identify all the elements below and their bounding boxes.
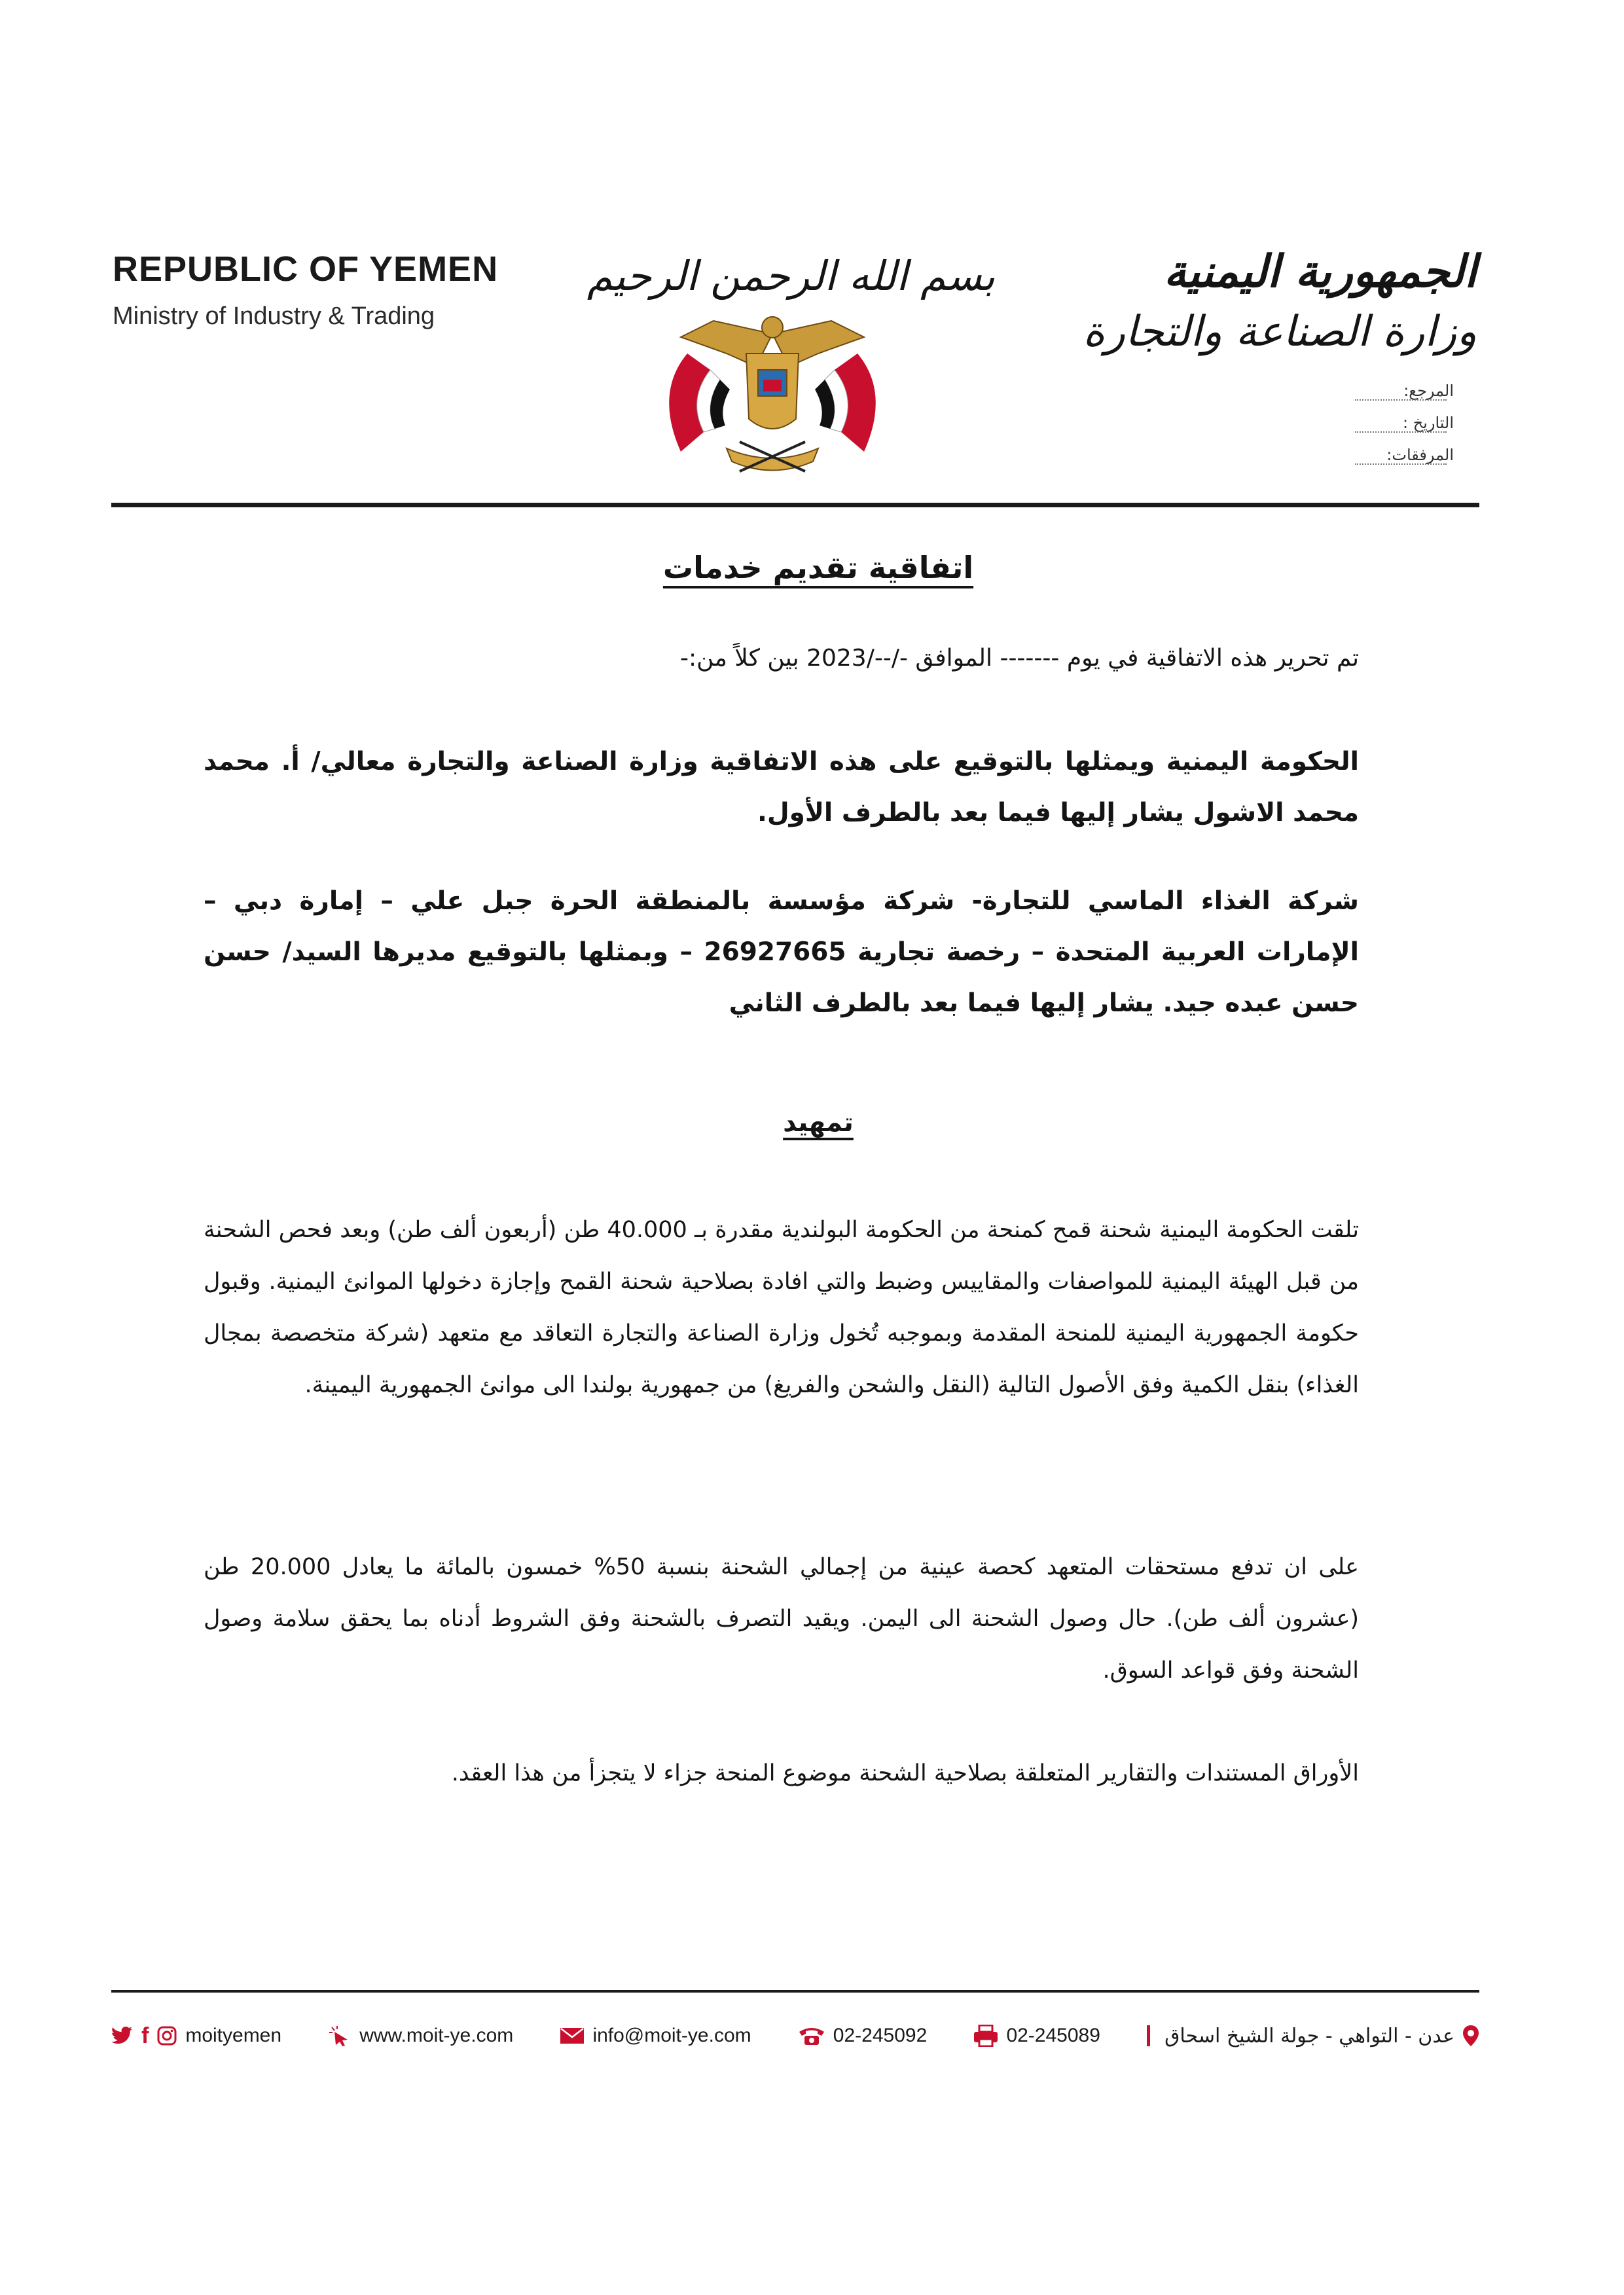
footer-address (1147, 2025, 1479, 2048)
fax-number[interactable]: 02-245089 (1006, 2025, 1100, 2046)
preamble-paragraph-1: تلقت الحكومة اليمنية شحنة قمح كمنحة من الحكومة البولندية مقدرة بـ 40.000 طن (أربعون ألف طن) وبعد فحص الشحنة من قبل الهيئة اليمنية للمواصفات والمقاييس وضبط والتي افادة بصلاحية شحنة القمح وإجازة دخولها الموانئ اليمنية. وقبول حكومة الجمهورية اليمنية للمنحة المقدمة وبموجبه تُخول وزارة الصناعة والتجارة التعاقد مع متعهد (شركة متخصصة بمجال الغذاء) بنقل الكمية وفق الأصول التالية (النقل والشحن والفريغ) من جمهورية بولندا الى موانئ الجمهورية اليمينة. (204, 1217, 1359, 1398)
date-field-line (1355, 430, 1447, 433)
fax-icon (973, 2025, 998, 2047)
english-title: REPUBLIC OF YEMEN (113, 249, 499, 289)
web-icon (328, 2025, 352, 2046)
phone-number[interactable]: 02-245092 (833, 2025, 928, 2046)
yemen-emblem-icon (641, 308, 903, 484)
party-two-paragraph: شركة الغذاء الماسي للتجارة- شركة مؤسسة بالمنطقة الحرة جبل علي – إمارة دبي – الإمارات العربية المتحدة – رخصة تجارية 26927665 – وبمثلها بالتوقيع مديرها السيد/ حسن حسن عبده جيد. يشار إليها فيما بعد بالطرف الثاني (204, 886, 1359, 1018)
address-text: عدن - التواهي - جولة الشيخ اسحاق (1164, 2024, 1454, 2048)
mail-icon (560, 2027, 585, 2045)
intro-paragraph: تم تحرير هذه الاتفاقية في يوم ------- الموافق -/--/2023 بين كلاً من:- (680, 645, 1359, 672)
facebook-icon[interactable]: f (141, 2023, 149, 2048)
footer-divider (111, 1990, 1479, 1993)
footer-email (560, 2025, 751, 2047)
arabic-country-name: الجمهورية اليمنية (1163, 245, 1477, 298)
preamble-title: تمهيد (783, 1108, 854, 1138)
email-link[interactable]: info@moit-ye.com (592, 2025, 751, 2046)
instagram-icon[interactable] (156, 2025, 177, 2046)
social-handle[interactable]: moityemen (185, 2025, 282, 2046)
attachments-label: المرفقات: (1386, 446, 1454, 464)
basmala: بسم الله الرحمن الرحيم (586, 252, 995, 300)
english-subtitle: Ministry of Industry & Trading (113, 302, 435, 330)
address-separator (1147, 2025, 1150, 2046)
party-one-paragraph: الحكومة اليمنية ويمثلها بالتوقيع على هذه الاتفاقية وزارة الصناعة والتجارة معالي/ أ. محمد محمد الاشول يشار إليها فيما بعد بالطرف الأول. (204, 747, 1359, 827)
arabic-ministry-name: وزارة الصناعة والتجارة (1083, 308, 1477, 356)
reference-label: المرجع: (1403, 382, 1454, 400)
preamble-paragraph-3: الأوراق المستندات والتقارير المتعلقة بصلاحية الشحنة موضوع المنحة جزاء لا يتجزأ من هذا العقد. (451, 1760, 1359, 1786)
footer-social (111, 2023, 281, 2049)
phone-icon (798, 2025, 825, 2046)
footer-contact-bar (111, 2016, 1479, 2055)
twitter-icon[interactable] (111, 2026, 134, 2046)
footer-phone (798, 2025, 927, 2047)
header-divider (111, 503, 1479, 507)
location-icon (1462, 2025, 1479, 2047)
footer-website (328, 2025, 513, 2047)
website-link[interactable]: www.moit-ye.com (359, 2025, 514, 2046)
attachments-field-line (1355, 462, 1447, 465)
document-title: اتفاقية تقديم خدمات (662, 550, 974, 585)
preamble-paragraph-2: على ان تدفع مستحقات المتعهد كحصة عينية من إجمالي الشحنة بنسبة 50% خمسون بالمائة ما يعادل 20.000 طن (عشرون ألف طن). حال وصول الشحنة الى اليمن. ويقيد التصرف بالشحنة وفق الشروط أدناه بما يحقق سلامة وصول الشحنة وفق قواعد السوق. (204, 1554, 1360, 1684)
footer-fax (973, 2025, 1100, 2047)
date-label: التاريخ : (1402, 414, 1454, 432)
reference-field-line (1355, 398, 1447, 401)
